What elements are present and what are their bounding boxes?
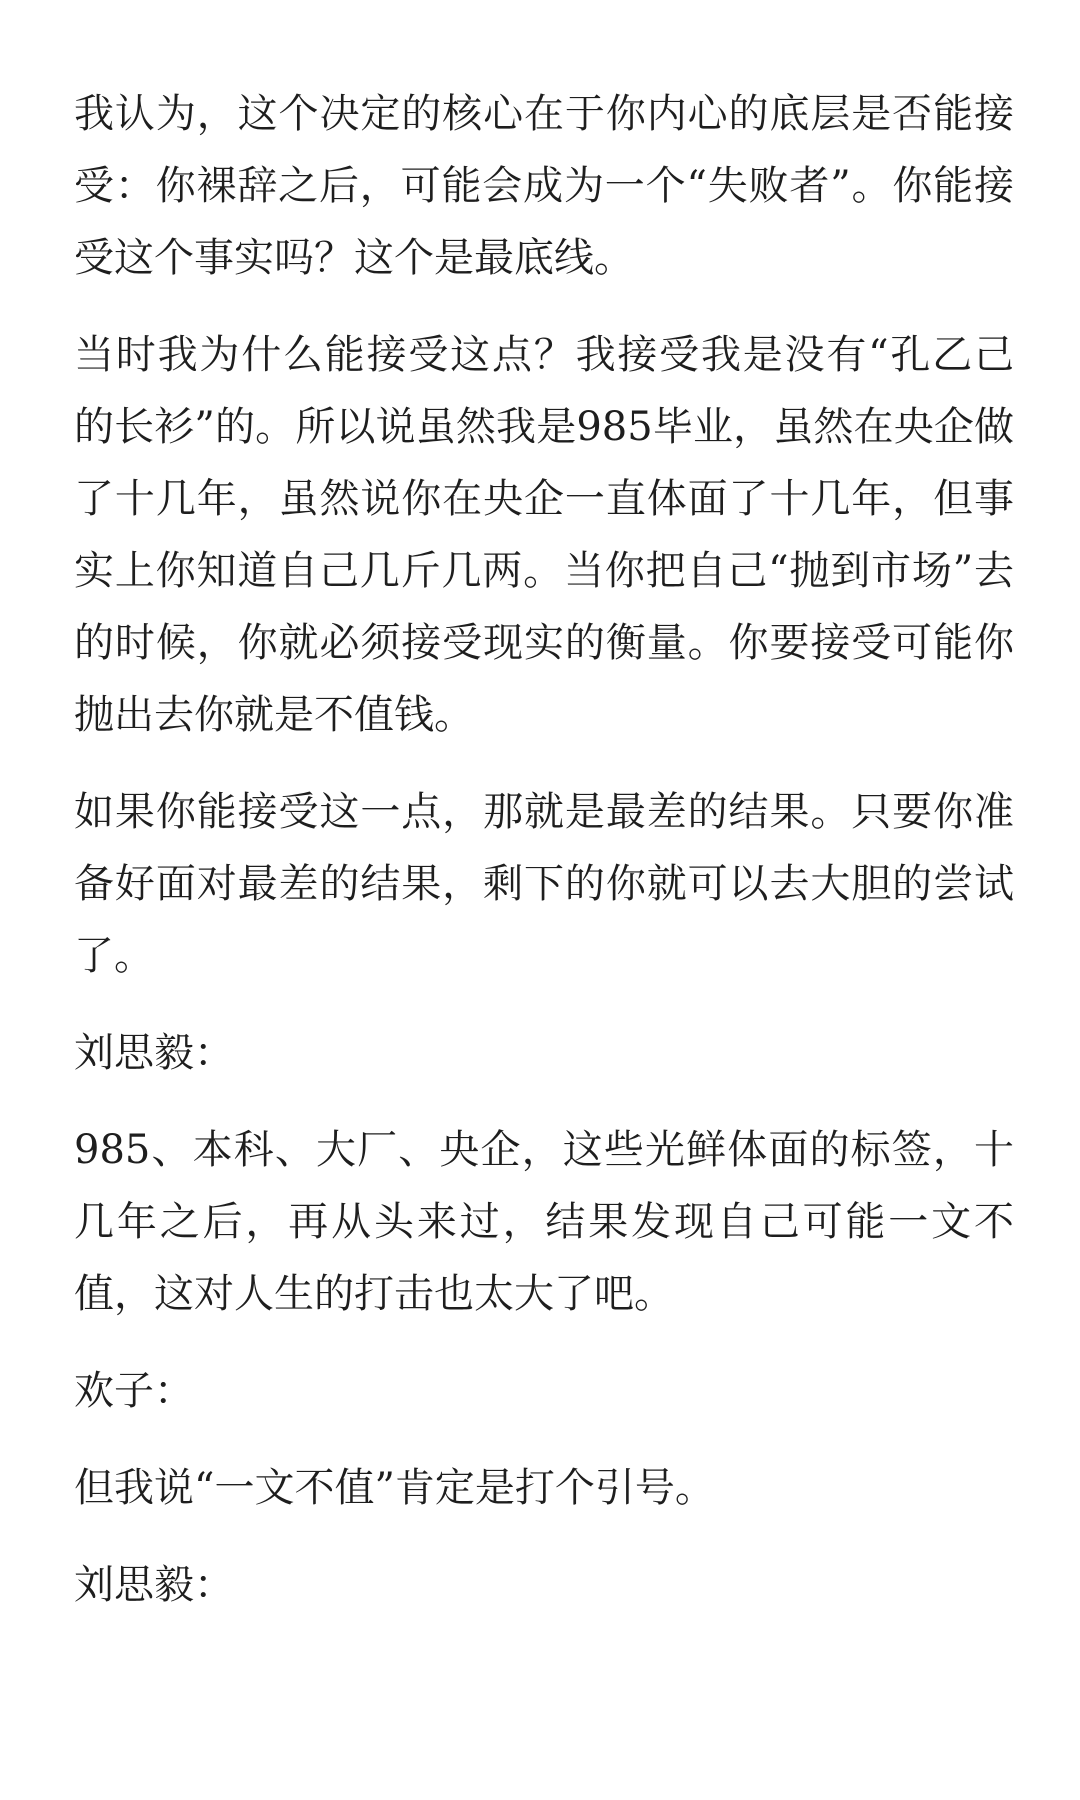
speaker-name: 刘思毅： [74,1030,234,1076]
paragraph-core-decision: 我认为，这个决定的核心在于你内心的底层是否能接受：你裸辞之后，可能会成为一个“失败者”。你能接受这个事实吗？这个是最底线。 [74,91,1014,281]
article-body [74,78,1014,1646]
speaker-name: 欢子： [74,1368,194,1414]
paragraph-worst-result: 如果你能接受这一点，那就是最差的结果。只要你准备好面对最差的结果，剩下的你就可以去大胆的尝试了。 [74,789,1014,979]
paragraph-why-accept: 当时我为什么能接受这点？我接受我是没有“孔乙己的长衫”的。所以说虽然我是985毕业，虽然在央企做了十几年，虽然说你在央企一直体面了十几年，但事实上你知道自己几斤几两。当你把自己“抛到市场”去的时候，你就必须接受现实的衡量。你要接受可能你抛出去你就是不值钱。 [74,332,1014,738]
paragraph-quote-note: 但我说“一文不值”肯定是打个引号。 [74,1465,715,1511]
speaker-name: 刘思毅： [74,1562,234,1608]
paragraph-labels: 985、本科、大厂、央企，这些光鲜体面的标签，十几年之后，再从头来过，结果发现自己可能一文不值，这对人生的打击也太大了吧。 [74,1127,1014,1317]
